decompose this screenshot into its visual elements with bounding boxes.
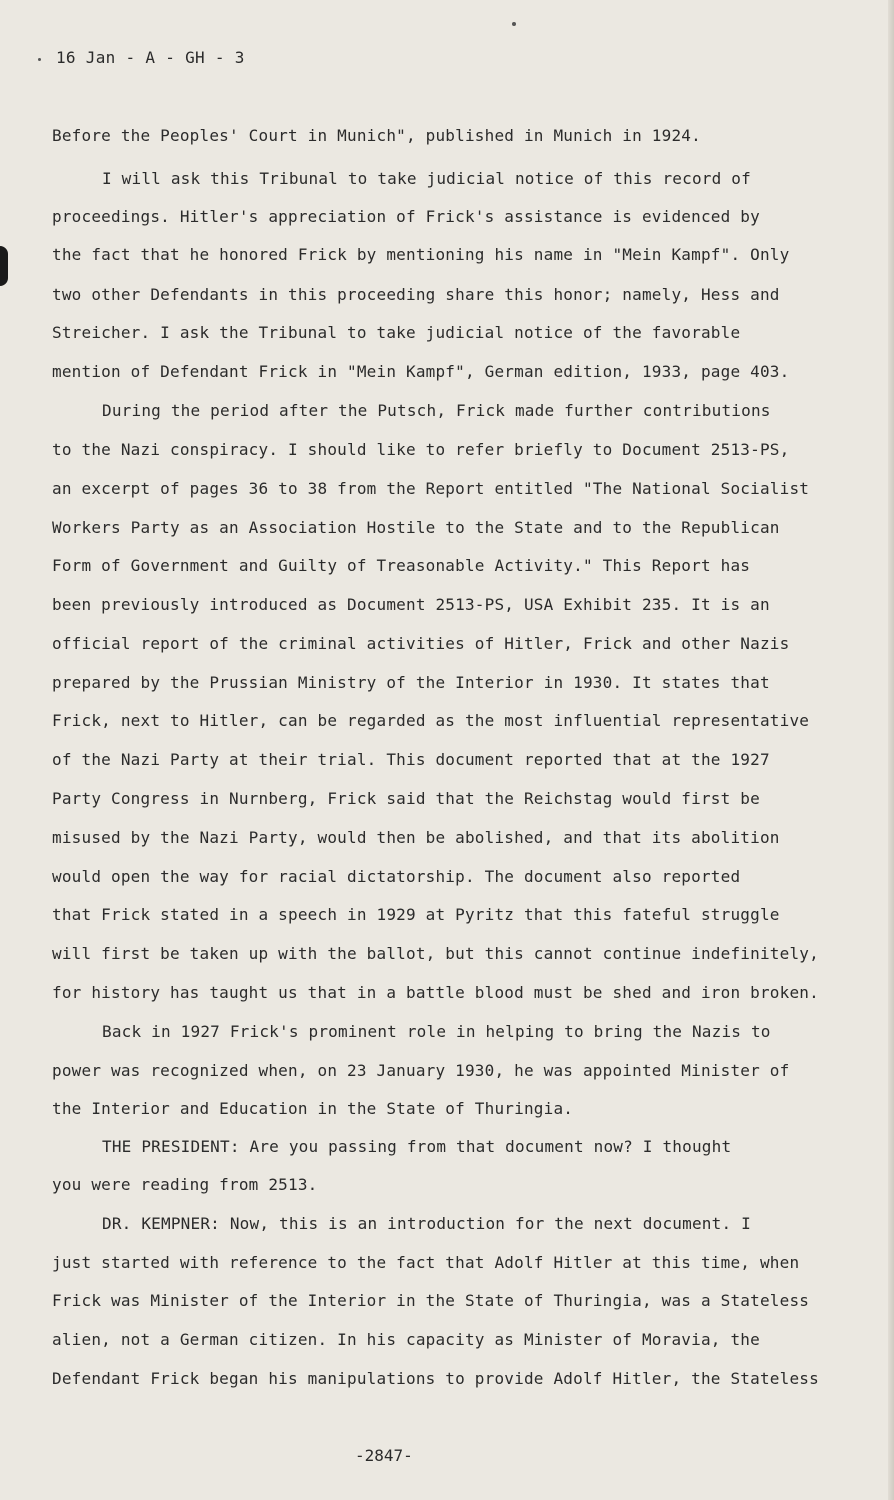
text-line: alien, not a German citizen. In his capacity as Minister of Moravia, the [52, 1330, 760, 1349]
text-line: would open the way for racial dictatorship. The document also reported [52, 867, 741, 886]
page-number: -2847- [355, 1446, 413, 1465]
text-line: official report of the criminal activities of Hitler, Frick and other Nazis [52, 634, 790, 653]
text-line: prepared by the Prussian Ministry of the Interior in 1930. It states that [52, 673, 770, 692]
text-line: Back in 1927 Frick's prominent role in helping to bring the Nazis to [102, 1022, 771, 1041]
text-line: THE PRESIDENT: Are you passing from that document now? I thought [102, 1137, 732, 1156]
text-line: for history has taught us that in a battle blood must be shed and iron broken. [52, 983, 819, 1002]
page-header: 16 Jan - A - GH - 3 [56, 48, 245, 67]
text-line: Party Congress in Nurnberg, Frick said that the Reichstag would first be [52, 789, 760, 808]
text-line: proceedings. Hitler's appreciation of Frick's assistance is evidenced by [52, 207, 760, 226]
text-line: misused by the Nazi Party, would then be abolished, and that its abolition [52, 828, 780, 847]
text-line: mention of Defendant Frick in "Mein Kampf", German edition, 1933, page 403. [52, 362, 790, 381]
text-line: Frick, next to Hitler, can be regarded as the most influential representative [52, 711, 810, 730]
text-line: two other Defendants in this proceeding share this honor; namely, Hess and [52, 285, 780, 304]
text-line: DR. KEMPNER: Now, this is an introduction for the next document. I [102, 1214, 751, 1233]
text-line: you were reading from 2513. [52, 1175, 318, 1194]
paper-speck [38, 58, 41, 61]
text-line: During the period after the Putsch, Frick made further contributions [102, 401, 771, 420]
text-line: Form of Government and Guilty of Treasonable Activity." This Report has [52, 556, 751, 575]
paper-speck [512, 22, 516, 26]
text-line: been previously introduced as Document 2513-PS, USA Exhibit 235. It is an [52, 595, 770, 614]
text-line: Defendant Frick began his manipulations to provide Adolf Hitler, the Stateless [52, 1369, 819, 1388]
text-line: power was recognized when, on 23 January 1930, he was appointed Minister of [52, 1061, 790, 1080]
text-line: the Interior and Education in the State of Thuringia. [52, 1099, 574, 1118]
text-line: just started with reference to the fact that Adolf Hitler at this time, when [52, 1253, 800, 1272]
text-line: Before the Peoples' Court in Munich", published in Munich in 1924. [52, 126, 701, 145]
text-line: the fact that he honored Frick by mentioning his name in "Mein Kampf". Only [52, 245, 790, 264]
text-line: an excerpt of pages 36 to 38 from the Report entitled "The National Socialist [52, 479, 810, 498]
text-line: that Frick stated in a speech in 1929 at Pyritz that this fateful struggle [52, 905, 780, 924]
text-line: to the Nazi conspiracy. I should like to refer briefly to Document 2513-PS, [52, 440, 790, 459]
text-line: Workers Party as an Association Hostile to the State and to the Republican [52, 518, 780, 537]
punch-hole [0, 246, 8, 286]
text-line: of the Nazi Party at their trial. This document reported that at the 1927 [52, 750, 770, 769]
text-line: Streicher. I ask the Tribunal to take judicial notice of the favorable [52, 323, 741, 342]
page-edge [888, 0, 894, 1500]
text-line: will first be taken up with the ballot, but this cannot continue indefinitely, [52, 944, 819, 963]
text-line: I will ask this Tribunal to take judicial notice of this record of [102, 169, 751, 188]
text-line: Frick was Minister of the Interior in the State of Thuringia, was a Stateless [52, 1291, 810, 1310]
